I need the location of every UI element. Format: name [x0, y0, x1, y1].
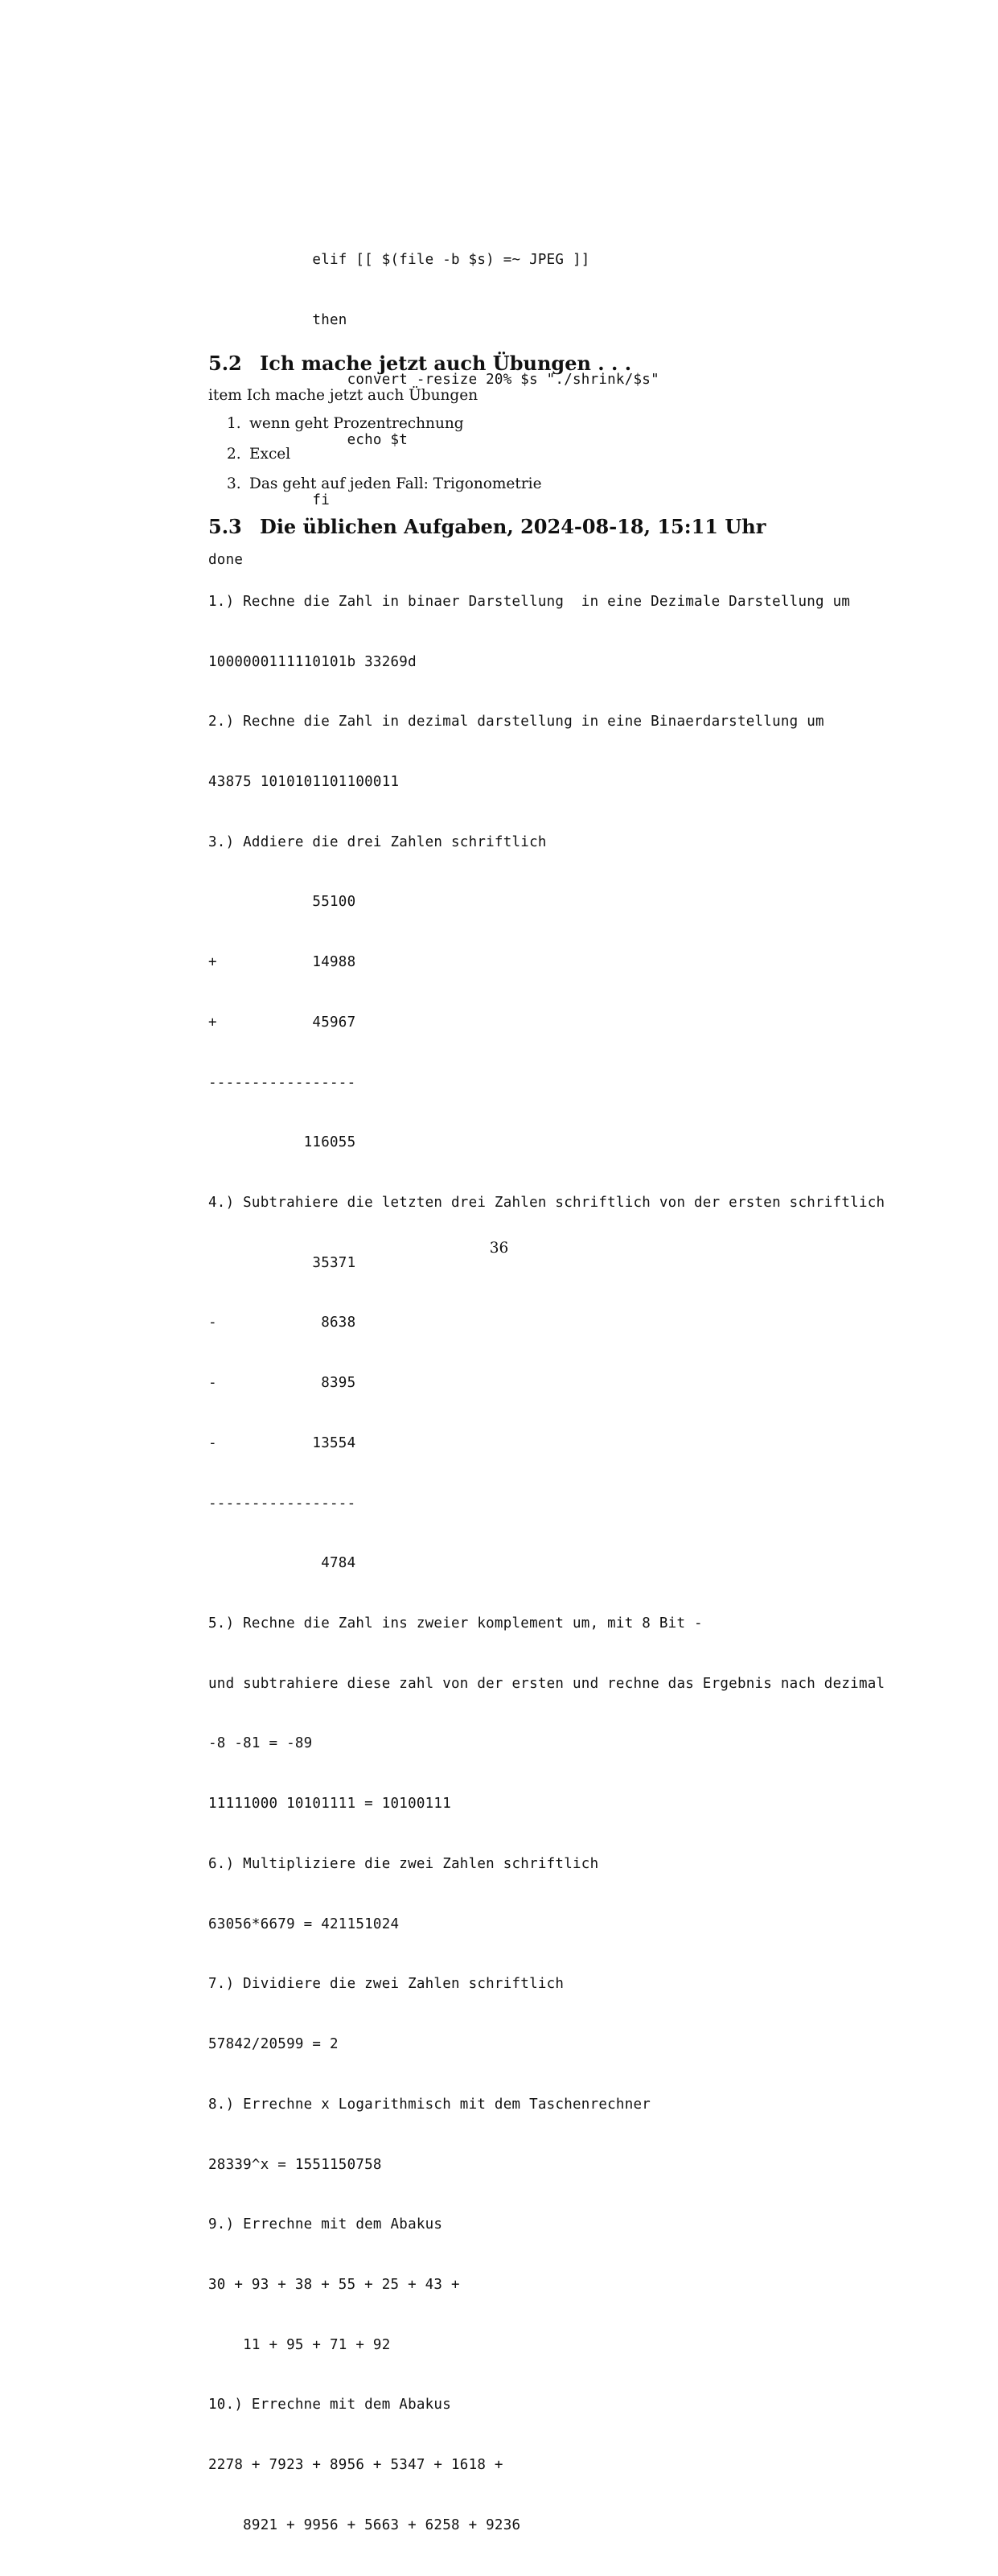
exercise-line: 11 + 95 + 71 + 92 — [208, 2336, 391, 2353]
exercise-line: 9.) Errechne mit dem Abakus — [208, 2216, 443, 2233]
list-item — [227, 474, 542, 504]
list-item-text: wenn geht Prozentrechnung — [249, 415, 464, 432]
code-line: fi — [208, 492, 331, 508]
exercise-line: 2278 + 7923 + 8956 + 5347 + 1618 + — [208, 2457, 503, 2474]
code-line: convert -resize 20% $s "./shrink/$s" — [208, 372, 659, 389]
list-item-text: Excel — [249, 445, 291, 463]
item-paragraph: item Ich mache jetzt auch Übungen — [208, 387, 478, 404]
list-item-number: 3. — [227, 475, 241, 492]
exercise-line: und subtrahiere diese zahl von der ersten und rechne das Ergebnis nach dezimal — [208, 1675, 885, 1692]
section-number: 5.2 — [208, 352, 242, 375]
list-item-number: 2. — [227, 445, 241, 463]
exercise-line: 11111000 10101111 = 10100111 — [208, 1796, 452, 1813]
exercise-line: 35371 — [208, 1254, 356, 1271]
exercise-line: 1.) Rechne die Zahl in binaer Darstellung in eine Dezimale Darstellung um — [208, 593, 851, 610]
exercise-line: 4.) Subtrahiere die letzten drei Zahlen schriftlich von der ersten schriftlich — [208, 1195, 885, 1211]
exercise-line: - 13554 — [208, 1434, 356, 1451]
exercise-line: 2.) Rechne die Zahl in dezimal darstellung in eine Binaerdarstellung um — [208, 714, 824, 730]
enumerated-list — [227, 414, 542, 504]
list-item-text: Das geht auf jeden Fall: Trigonometrie — [249, 475, 542, 492]
section-heading-5-3 — [208, 515, 766, 538]
exercise-line: -8 -81 = -89 — [208, 1735, 313, 1752]
list-item — [227, 444, 542, 475]
exercise-line: - 8395 — [208, 1375, 356, 1392]
exercise-line: 43875 1010101101100011 — [208, 773, 400, 790]
exercise-line: 55100 — [208, 894, 356, 911]
code-line: then — [208, 311, 347, 328]
page-number: 36 — [489, 1240, 509, 1257]
exercise-line: 10.) Errechne mit dem Abakus — [208, 2397, 452, 2413]
code-block — [208, 210, 659, 611]
section-title: Die üblichen Aufgaben, 2024-08-18, 15:11 Uhr — [260, 515, 766, 538]
exercise-line: - 8638 — [208, 1315, 356, 1331]
exercise-line: ----------------- — [208, 1074, 356, 1091]
exercise-listing — [208, 552, 885, 2576]
code-line: done — [208, 552, 244, 569]
exercise-line: ----------------- — [208, 1495, 356, 1512]
list-item — [227, 414, 542, 444]
exercise-line: + 14988 — [208, 954, 356, 971]
section-title: Ich mache jetzt auch Übungen . . . — [260, 352, 632, 375]
list-item-number: 1. — [227, 415, 241, 432]
exercise-line: 5.) Rechne die Zahl ins zweier komplement um, mit 8 Bit - — [208, 1615, 703, 1632]
exercise-line: + 45967 — [208, 1014, 356, 1031]
exercise-line: 8921 + 9956 + 5663 + 6258 + 9236 — [208, 2516, 521, 2533]
exercise-line: 63056*6679 = 421151024 — [208, 1916, 400, 1932]
exercise-line: 1000000111110101b 33269d — [208, 653, 417, 670]
exercise-line: 28339^x = 1551150758 — [208, 2156, 382, 2173]
code-line: echo $t — [208, 431, 409, 448]
code-line: elif [[ $(file -b $s) =~ JPEG ]] — [208, 251, 590, 268]
exercise-line: 8.) Errechne x Logarithmisch mit dem Taschenrechner — [208, 2096, 651, 2113]
section-heading-5-2 — [208, 352, 631, 375]
exercise-line: 3.) Addiere die drei Zahlen schriftlich — [208, 833, 547, 850]
exercise-line: 7.) Dividiere die zwei Zahlen schriftlich — [208, 1976, 565, 1993]
section-number: 5.3 — [208, 515, 242, 538]
exercise-line: 6.) Multipliziere die zwei Zahlen schriftlich — [208, 1855, 599, 1872]
exercise-line: 116055 — [208, 1134, 356, 1151]
exercise-line: 30 + 93 + 38 + 55 + 25 + 43 + — [208, 2276, 460, 2293]
exercise-line: 57842/20599 = 2 — [208, 2036, 339, 2053]
exercise-line: 4784 — [208, 1555, 356, 1572]
